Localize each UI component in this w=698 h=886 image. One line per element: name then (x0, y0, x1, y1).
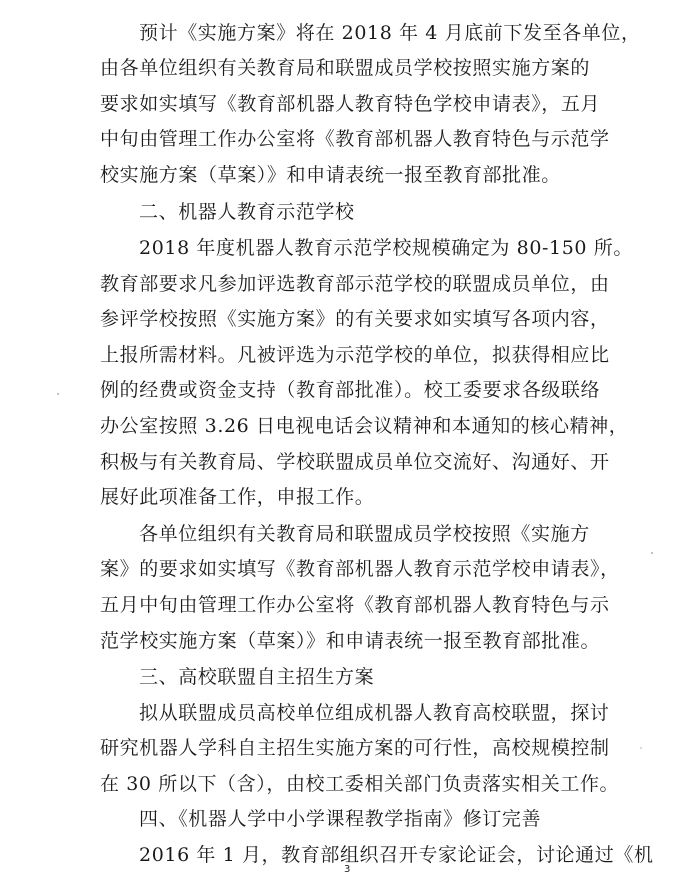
paragraph-line: 拟从联盟成员高校单位组成机器人教育高校联盟，探讨 (139, 702, 610, 724)
page-number: 3 (344, 864, 351, 875)
paragraph-line: 展好此项准备工作，申报工作。 (100, 486, 375, 508)
paragraph-line: 各单位组织有关教育局和联盟成员学校按照《实施方 (139, 523, 590, 545)
paragraph-line: 在 30 所以下（含），由校工委相关部门负责落实相关工作。 (100, 773, 620, 795)
paragraph-line: 积极与有关教育局、学校联盟成员单位交流好、沟通好、开 (100, 451, 610, 473)
paragraph-line: 案》的要求如实填写《教育部机器人教育示范学校申请表》， (100, 558, 620, 580)
section-heading: 二、机器人教育示范学校 (139, 201, 355, 223)
paragraph-line: 参评学校按照《实施方案》的有关要求如实填写各项内容， (100, 308, 610, 330)
paragraph-line: 要求如实填写《教育部机器人教育特色学校申请表》，五月 (100, 93, 601, 115)
paragraph-line: 上报所需材料。凡被评选为示范学校的单位，拟获得相应比 (100, 344, 610, 366)
paragraph-line: 教育部要求凡参加评选教育部示范学校的联盟成员单位，由 (100, 273, 610, 295)
paragraph-line: 研究机器人学科自主招生实施方案的可行性，高校规模控制 (100, 737, 610, 759)
paragraph-line: 例的经费或资金支持（教育部批准）。校工委要求各级联络 (100, 379, 601, 401)
paragraph-line: 办公室按照 3.26 日电视电话会议精神和本通知的核心精神， (100, 415, 629, 437)
paragraph-line: 中旬由管理工作办公室将《教育部机器人教育特色与示范学 (100, 128, 610, 150)
paragraph-line: 五月中旬由管理工作办公室将《教育部机器人教育特色与示 (100, 594, 610, 616)
paragraph-line: 范学校实施方案（草案）》和申请表统一报至教育部批准。 (100, 630, 601, 652)
paragraph-line: 2018 年度机器人教育示范学校规模确定为 80-150 所。 (139, 237, 633, 259)
section-heading: 四、《机器人学中小学课程教学指南》修订完善 (139, 808, 542, 830)
paragraph-line: 预计《实施方案》将在 2018 年 4 月底前下发至各单位， (139, 22, 641, 44)
paragraph-line: 2016 年 1 月，教育部组织召开专家论证会，讨论通过《机 (139, 844, 654, 866)
paragraph-line: 由各单位组织有关教育局和联盟成员学校按照实施方案的 (100, 57, 591, 79)
paragraph-line: 校实施方案（草案）》和申请表统一报至教育部批准。 (100, 164, 561, 186)
section-heading: 三、高校联盟自主招生方案 (139, 666, 375, 688)
